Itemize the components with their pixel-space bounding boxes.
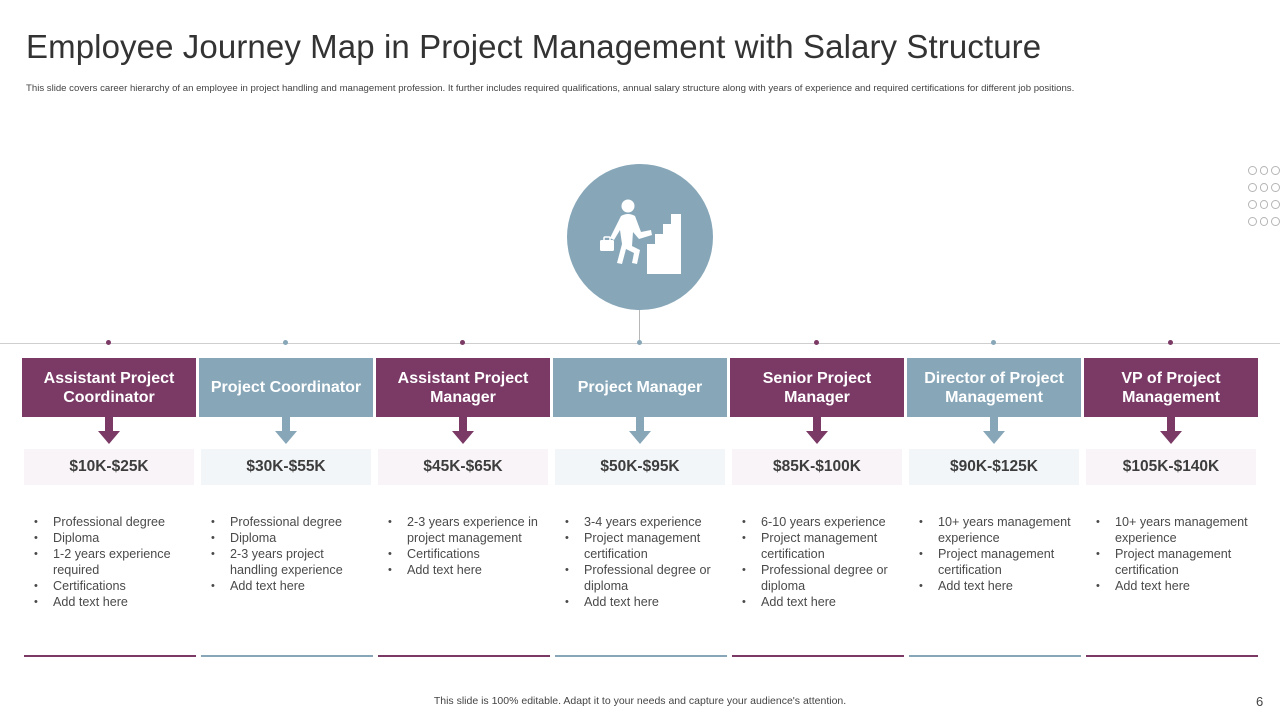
requirement-item: • 2-3 years experience in project management	[388, 514, 548, 546]
down-arrow-icon	[452, 417, 474, 445]
requirements-list	[919, 514, 1079, 594]
requirement-item: • Add text here	[211, 578, 371, 594]
requirements-list	[211, 514, 371, 594]
page-number: 6	[1256, 694, 1264, 709]
down-arrow-icon	[275, 417, 297, 445]
requirement-item: • Diploma	[34, 530, 194, 546]
position-title: VP of Project Management	[1084, 358, 1258, 417]
requirement-item: • Project management certification	[919, 546, 1079, 578]
timeline-pin	[1168, 340, 1173, 345]
timeline-pin	[637, 340, 642, 345]
position-title: Project Manager	[553, 358, 727, 417]
requirement-item: • Add text here	[388, 562, 548, 578]
page-subtitle: This slide covers career hierarchy of an employee in project handling and management profession. It further includes required qualifications, annual salary structure along with years of experience and required certifications for different job positions.	[26, 83, 1075, 94]
salary-range: $90K-$125K	[909, 449, 1079, 485]
requirement-item: • Add text here	[742, 594, 902, 610]
timeline-pin	[814, 340, 819, 345]
requirement-item: • Add text here	[1096, 578, 1256, 594]
requirement-item: • 10+ years management experience	[919, 514, 1079, 546]
requirement-item: • 2-3 years project handling experience	[211, 546, 371, 578]
down-arrow-icon	[629, 417, 651, 445]
down-arrow-icon	[98, 417, 120, 445]
requirement-item: • Certifications	[388, 546, 548, 562]
timeline-pin	[460, 340, 465, 345]
salary-range: $10K-$25K	[24, 449, 194, 485]
down-arrow-icon	[983, 417, 1005, 445]
down-arrow-icon	[1160, 417, 1182, 445]
requirements-list	[1096, 514, 1256, 594]
requirement-item: • Professional degree	[211, 514, 371, 530]
requirements-list	[34, 514, 194, 610]
requirement-item: • 1-2 years experience required	[34, 546, 194, 578]
timeline-pin	[106, 340, 111, 345]
position-title: Director of Project Management	[907, 358, 1081, 417]
column-baseline	[24, 655, 196, 657]
requirement-item: • Professional degree	[34, 514, 194, 530]
salary-range: $105K-$140K	[1086, 449, 1256, 485]
requirement-item: • Project management certification	[742, 530, 902, 562]
person-climbing-stairs-icon	[595, 194, 685, 280]
column-baseline	[378, 655, 550, 657]
salary-range: $30K-$55K	[201, 449, 371, 485]
requirement-item: • 10+ years management experience	[1096, 514, 1256, 546]
page-title: Employee Journey Map in Project Management with Salary Structure	[26, 28, 1042, 65]
salary-range: $45K-$65K	[378, 449, 548, 485]
hero-circle	[567, 164, 713, 310]
position-title: Senior Project Manager	[730, 358, 904, 417]
connector-line	[639, 310, 640, 344]
requirement-item: • Project management certification	[565, 530, 725, 562]
footer-note: This slide is 100% editable. Adapt it to your needs and capture your audience's attention.	[433, 695, 847, 707]
requirement-item: • Add text here	[34, 594, 194, 610]
column-baseline	[732, 655, 904, 657]
salary-range: $85K-$100K	[732, 449, 902, 485]
column-baseline	[909, 655, 1081, 657]
requirement-item: • 3-4 years experience	[565, 514, 725, 530]
column-baseline	[201, 655, 373, 657]
column-baseline	[1086, 655, 1258, 657]
requirement-item: • Project management certification	[1096, 546, 1256, 578]
requirement-item: • Professional degree or diploma	[742, 562, 902, 594]
requirement-item: • Certifications	[34, 578, 194, 594]
requirements-list	[388, 514, 548, 578]
requirements-list	[742, 514, 902, 610]
timeline-pin	[991, 340, 996, 345]
requirement-item: • 6-10 years experience	[742, 514, 902, 530]
requirements-list	[565, 514, 725, 610]
position-title: Project Coordinator	[199, 358, 373, 417]
position-title: Assistant Project Coordinator	[22, 358, 196, 417]
requirement-item: • Add text here	[919, 578, 1079, 594]
column-baseline	[555, 655, 727, 657]
timeline-pin	[283, 340, 288, 345]
salary-range: $50K-$95K	[555, 449, 725, 485]
requirement-item: • Diploma	[211, 530, 371, 546]
down-arrow-icon	[806, 417, 828, 445]
requirement-item: • Add text here	[565, 594, 725, 610]
position-title: Assistant Project Manager	[376, 358, 550, 417]
requirement-item: • Professional degree or diploma	[565, 562, 725, 594]
decorative-dot-grid	[1248, 166, 1280, 234]
